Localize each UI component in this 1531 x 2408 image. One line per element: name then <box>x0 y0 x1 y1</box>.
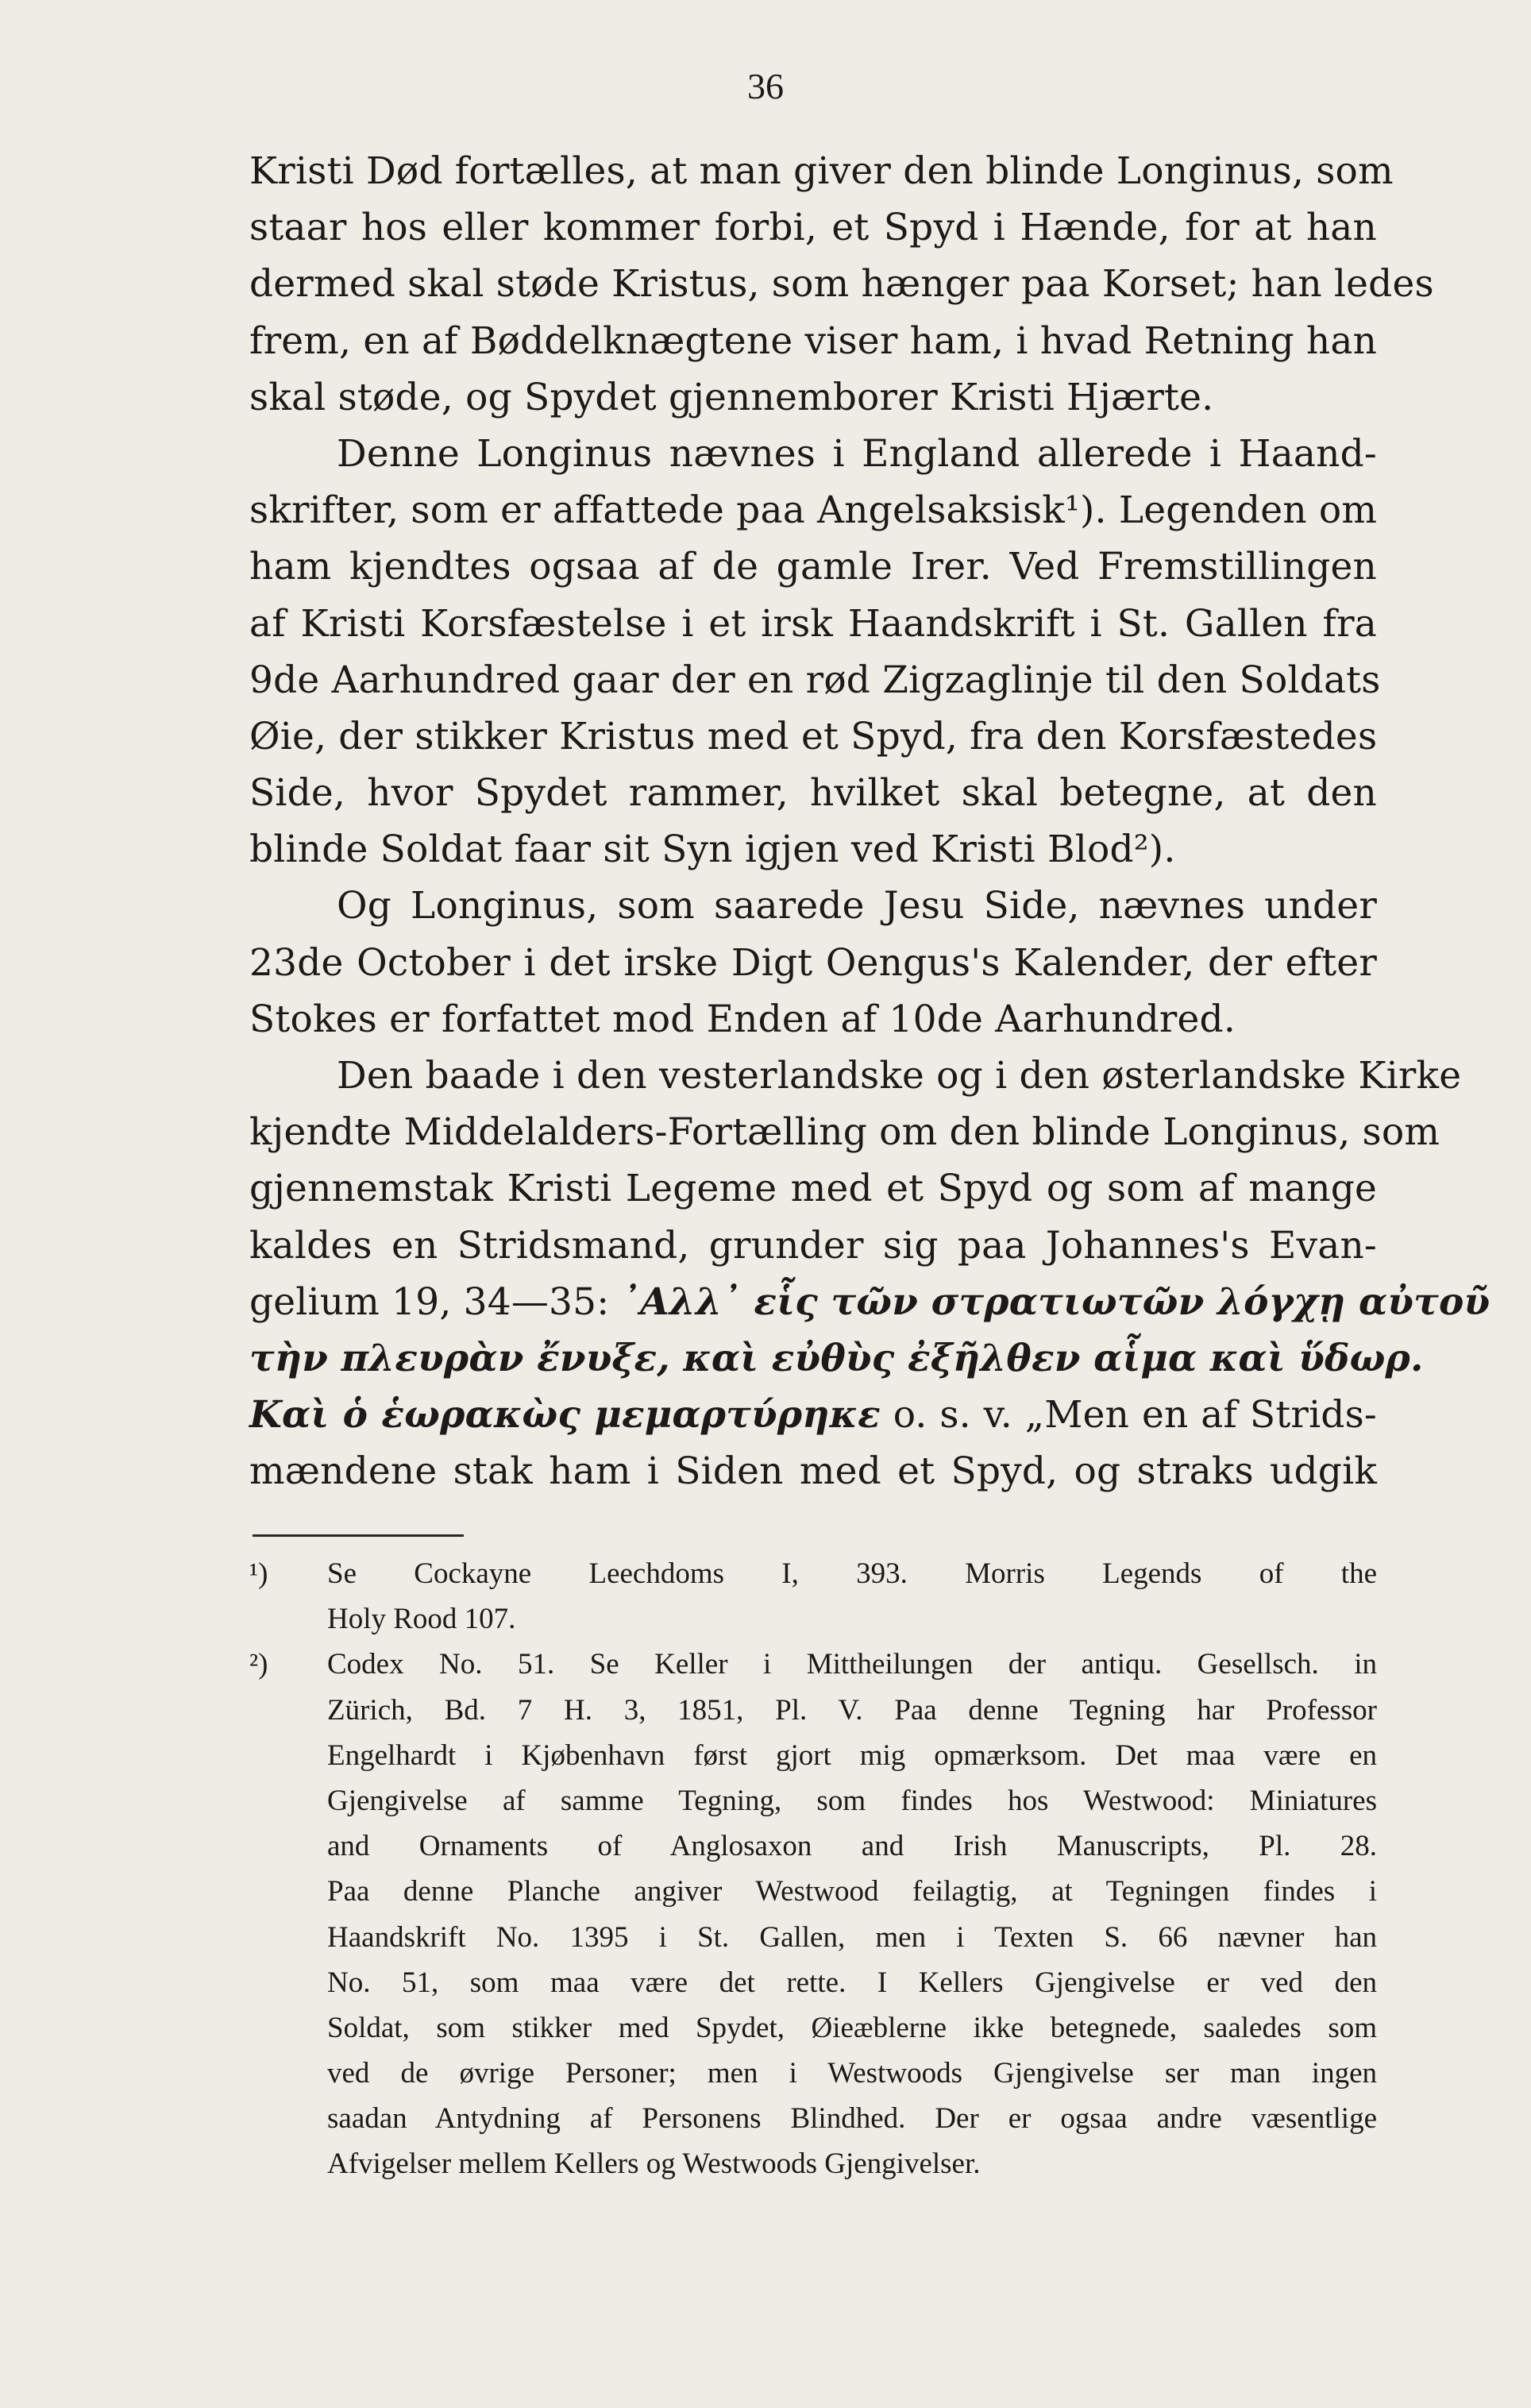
greek-quote-lines <box>249 1274 1491 1444</box>
text-line: blinde Soldat faar sit Syn igjen ved Kristi Blod²). <box>249 828 1176 872</box>
footnote-line <box>249 2096 1377 2141</box>
greek-quotation: τὴν πλευρὰν ἔνυξε, καὶ εὐθὺς ἐξῆλθεν αἷμα καὶ ὕδωρ. <box>249 1336 1424 1380</box>
footnote-text: Engelhardt i Kjøbenhavn først gjort mig opmærksom. Det maa være en <box>327 1738 1377 1772</box>
footnote-line <box>249 1642 1377 1687</box>
footnote-text: Se Cockayne Leechdoms I, 393. Morris Legends of the <box>327 1557 1377 1590</box>
body-lines <box>249 143 1462 1274</box>
text-line: skrifter, som er affattede paa Angelsaksisk¹). Legenden om <box>249 488 1378 533</box>
text-line: staar hos eller kommer forbi, et Spyd i Hænde, for at han <box>249 206 1377 250</box>
footnotes <box>249 1551 1377 2187</box>
footnote-text: saadan Antydning af Personens Blindhed. Der er ogsaa andre væsentlige <box>327 2102 1377 2136</box>
greek-quotation: Καὶ ὁ ἑωρακὼς μεμαρτύρηκε <box>249 1393 881 1437</box>
greek-text-line <box>249 1387 1377 1443</box>
main-text <box>249 143 1491 1500</box>
text-line: 23de October i det irske Digt Oengus's Kalender, der efter <box>249 940 1377 985</box>
footnote-text: Paa denne Planche angiver Westwood feilagtig, at Tegningen findes i <box>327 1875 1377 1908</box>
text-line-closing: mændene stak ham i Siden med et Spyd, og straks udgik <box>249 1449 1377 1494</box>
footnote-marker: ²) <box>249 1648 268 1681</box>
footnote-marker: ¹) <box>249 1557 268 1590</box>
text-line: skal støde, og Spydet gjennemborer Kristi Hjærte. <box>249 375 1214 419</box>
footnote-rule <box>253 1534 464 1537</box>
footnote-text: Holy Rood 107. <box>327 1603 516 1636</box>
greek-text-line <box>249 1274 1491 1330</box>
text-line: af Kristi Korsfæstelse i et irsk Haandskrift i St. Gallen fra <box>249 601 1377 646</box>
text-line: Den baade i den vesterlandske og i den østerlandske Kirke <box>337 1054 1462 1098</box>
text-line: Og Longinus, som saarede Jesu Side, nævnes under <box>337 884 1377 928</box>
text-line: dermed skal støde Kristus, som hænger paa Korset; han ledes <box>249 262 1434 307</box>
text-line: Kristi Død fortælles, at man giver den blinde Longinus, som <box>249 149 1394 193</box>
text-line: ham kjendtes ogsaa af de gamle Irer. Ved Fremstillingen <box>249 545 1377 589</box>
footnote-line <box>249 1596 1377 1642</box>
greek-text-line <box>249 1330 1424 1387</box>
text-line: frem, en af Bøddelknægtene viser ham, i hvad Retning han <box>249 318 1378 363</box>
greek-quotation: ᾿Αλλ᾿ εἷς τῶν στρατιωτῶν λόγχῃ αὐτοῦ <box>621 1279 1491 1324</box>
text-line: gjennemstak Kristi Legeme med et Spyd og som af mange <box>249 1167 1377 1211</box>
footnote-text: Gjengivelse af samme Tegning, som findes hos Westwood: Miniatures <box>327 1784 1377 1817</box>
footnote-text: Afvigelser mellem Kellers og Westwoods Gjengivelser. <box>327 2148 981 2181</box>
text-line: Denne Longinus nævnes i England allerede i Haand- <box>337 431 1377 476</box>
footnote-line <box>249 1960 1377 2005</box>
footnote-text: Soldat, som stikker med Spydet, Øieæblerne ikke betegnede, saaledes som <box>327 2011 1377 2044</box>
footnote-line <box>249 2141 1377 2186</box>
footnote-line <box>249 2051 1377 2096</box>
greek-line-prefix: gelium 19, 34—35: <box>249 1279 622 1324</box>
footnote-text: ved de øvrige Personer; men i Westwoods Gjengivelse ser man ingen <box>327 2057 1377 2090</box>
text-line: Side, hvor Spydet rammer, hvilket skal betegne, at den <box>249 771 1377 816</box>
footnote-text: Haandskrift No. 1395 i St. Gallen, men i Texten S. 66 nævner han <box>327 1920 1377 1954</box>
text-line: Stokes er forfattet mod Enden af 10de Aarhundred. <box>249 997 1236 1041</box>
footnote-line <box>249 1869 1377 1914</box>
text-line: kjendte Middelalders-Fortælling om den blinde Longinus, som <box>249 1110 1440 1155</box>
footnote-text: Zürich, Bd. 7 H. 3, 1851, Pl. V. Paa denne Tegning har Professor <box>327 1693 1377 1727</box>
footnote-text: No. 51, som maa være det rette. I Kellers Gjengivelse er ved den <box>327 1966 1377 1999</box>
footnote-line <box>249 1915 1377 1960</box>
footnote-line <box>249 1823 1377 1869</box>
footnote-line <box>249 1551 1377 1596</box>
page-number: 36 <box>747 66 784 106</box>
footnote-line <box>249 1733 1377 1778</box>
greek-line-suffix: o. s. v. „Men en af Strids- <box>880 1393 1377 1437</box>
text-line: Øie, der stikker Kristus med et Spyd, fra den Korsfæstedes <box>249 714 1378 758</box>
footnote-line <box>249 1688 1377 1733</box>
footnote-text: Codex No. 51. Se Keller i Mittheilungen der antiqu. Gesellsch. in <box>327 1648 1377 1681</box>
text-line: 9de Aarhundred gaar der en rød Zigzaglinje til den Soldats <box>249 658 1381 702</box>
text-line: kaldes en Stridsmand, grunder sig paa Johannes's Evan- <box>249 1223 1377 1268</box>
footnote-text: and Ornaments of Anglosaxon and Irish Manuscripts, Pl. 28. <box>327 1830 1377 1863</box>
footnote-line <box>249 1778 1377 1823</box>
footnote-line <box>249 2005 1377 2051</box>
